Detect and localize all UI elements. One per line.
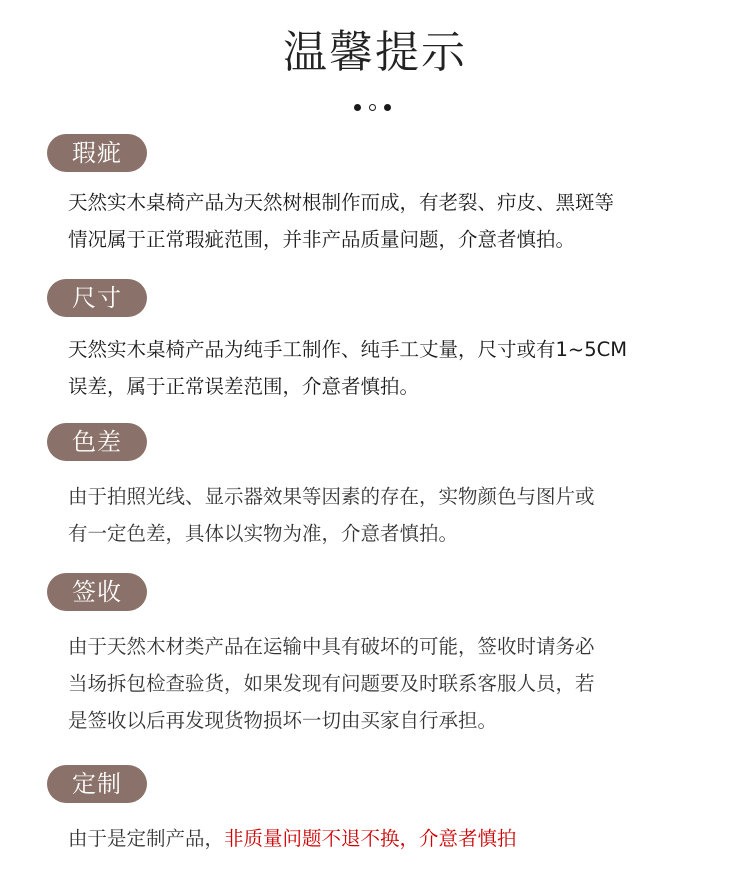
decorative-dots [354,104,391,111]
dot-icon [384,104,391,111]
section-text-receipt: 由于天然木材类产品在运输中具有破坏的可能，签收时请务必 当场拆包检查验货，如果发现有问题要及时联系客服人员，若 是签收以后再发现货物损坏一切由买家自行承担。 [68,635,595,732]
page-title: 温馨提示 [283,27,467,78]
section-badge-defects: 瑕疵 [47,134,147,172]
custom-text-warning: 非质量问题不退不换，介意者慎拍 [224,827,517,850]
section-badge-color-diff: 色差 [47,423,147,461]
dot-icon [354,104,361,111]
section-text-color-diff: 由于拍照光线、显示器效果等因素的存在，实物颜色与图片或 有一定色差，具体以实物为准，介意者慎拍。 [68,485,595,545]
section-text-defects: 天然实木桌椅产品为天然树根制作而成，有老裂、疖皮、黑斑等 情况属于正常瑕疵范围，并非产品质量问题，介意者慎拍。 [68,191,615,251]
custom-text-plain: 由于是定制产品， [68,827,225,850]
section-badge-custom: 定制 [47,765,147,803]
section-text-custom [68,820,718,857]
section-text-size: 天然实木桌椅产品为纯手工制作、纯手工丈量，尺寸或有1~5CM 误差，属于正常误差范围，介意者慎拍。 [68,338,628,398]
section-badge-size: 尺寸 [47,279,147,317]
ring-dot-icon [369,104,376,111]
section-badge-receipt: 签收 [47,573,147,611]
